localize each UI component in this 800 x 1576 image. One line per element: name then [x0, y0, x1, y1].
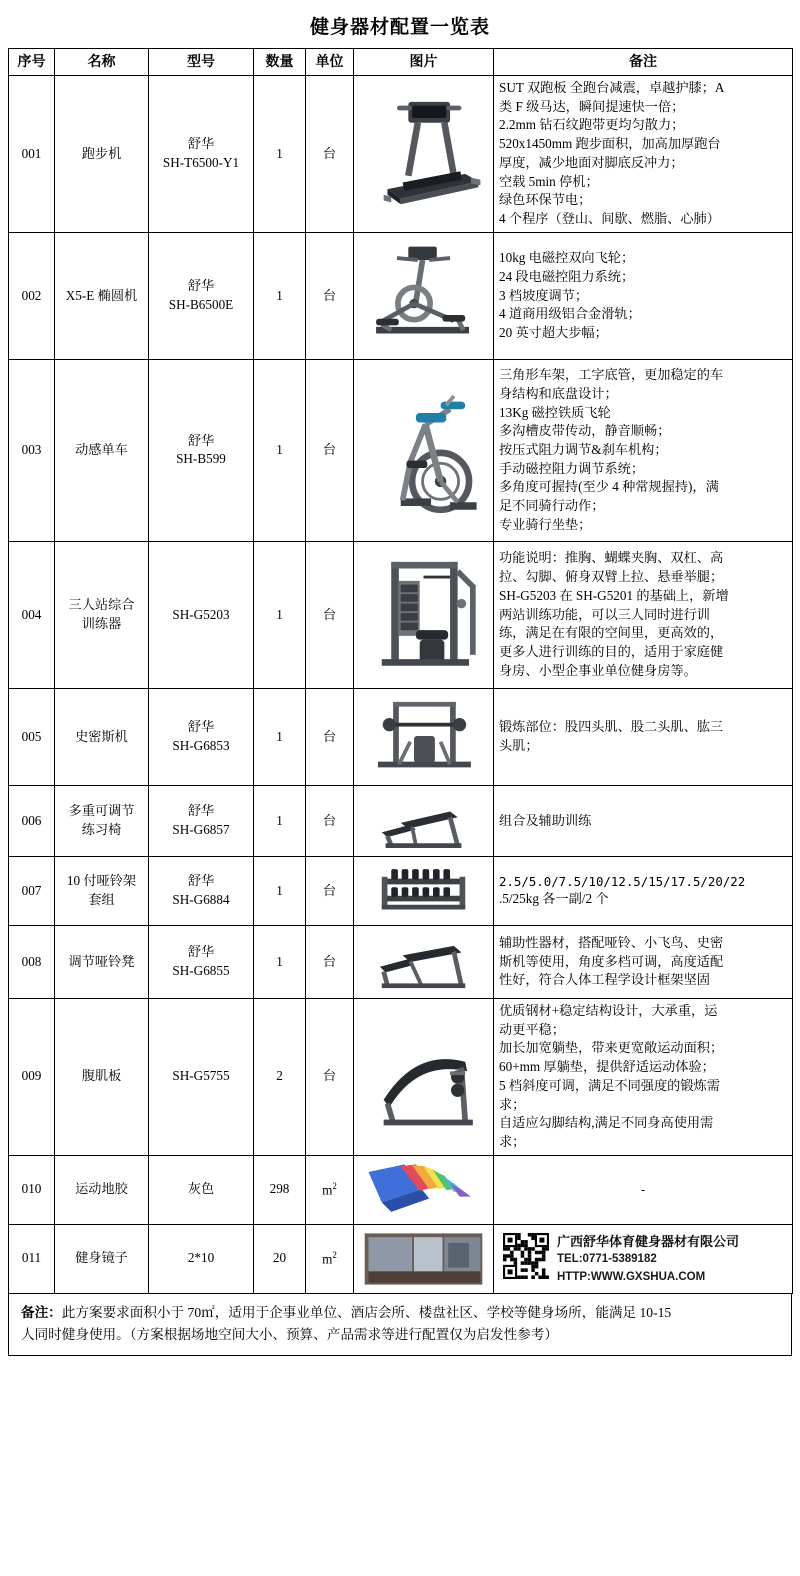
cell-qty: 1 — [254, 925, 306, 998]
column-header-notes: 备注 — [494, 49, 793, 76]
note-line: 13Kg 磁控铁质飞轮 — [499, 404, 611, 420]
table-header-row — [9, 49, 793, 76]
note-line: 4 道商用级铝合金滑轨； — [499, 306, 641, 322]
qr-code-icon — [503, 1233, 549, 1285]
note-line: 更多人进行训练的目的，适用于家庭健 — [499, 643, 724, 659]
cell-name — [55, 359, 149, 541]
cell-name — [55, 232, 149, 359]
note-line: 2.2mm 钻石纹跑带更均匀散力； — [499, 117, 685, 133]
cell-notes — [494, 1155, 793, 1224]
dumbbell-rack-photo — [359, 860, 488, 922]
cell-image — [354, 359, 494, 541]
item-model-line: SH-G5203 — [172, 606, 230, 622]
cell-qty: 2 — [254, 998, 306, 1155]
footer-remark-line1: 此方案要求面积小于 70㎡，适用于企事业单位、酒店会所、楼盘社区、学校等健身场所，能满足 10-15 — [61, 1304, 672, 1320]
note-line: 求； — [499, 1134, 526, 1150]
cell-unit: $m^2$ — [306, 1155, 354, 1224]
cell-qty: 1 — [254, 856, 306, 925]
cell-image — [354, 232, 494, 359]
note-line: SH-G5203 在 SH-G5201 的基础上，新增 — [499, 587, 729, 603]
cell-image — [354, 856, 494, 925]
company-name: 广西舒华体育健身器材有限公司 — [557, 1233, 740, 1249]
spin-bike-photo — [359, 363, 488, 538]
note-line: 功能说明：推胸、蝴蝶夹胸、双杠、高 — [499, 550, 724, 566]
cell-image — [354, 785, 494, 856]
company-info — [499, 1230, 787, 1288]
ab-bench-photo — [359, 1017, 488, 1137]
cell-qty: 20 — [254, 1224, 306, 1293]
cell-qty: 1 — [254, 75, 306, 232]
multi-station-gym-photo — [359, 545, 488, 685]
item-model-line: SH-B599 — [176, 451, 226, 467]
cell-model — [149, 1155, 254, 1224]
note-line: 手动磁控阻力调节系统； — [499, 460, 645, 476]
table-row — [9, 998, 793, 1155]
note-line: 斯机等使用，角度多档可调，高度适配 — [499, 953, 724, 969]
cell-notes — [494, 541, 793, 688]
item-name-line: 运动地胶 — [75, 1181, 128, 1197]
table-row — [9, 688, 793, 785]
cell-no: 007 — [9, 856, 55, 925]
item-model-line: SH-G6855 — [172, 962, 230, 978]
item-name-line: 史密斯机 — [75, 728, 128, 744]
note-line: 24 段电磁控阻力系统； — [499, 268, 635, 284]
item-model-line: 舒华 — [187, 278, 215, 294]
cell-name — [55, 541, 149, 688]
note-line: 动更平稳； — [499, 1021, 565, 1037]
treadmill-photo — [359, 79, 488, 229]
cell-name — [55, 1155, 149, 1224]
cell-name — [55, 998, 149, 1155]
cell-model — [149, 688, 254, 785]
cell-model — [149, 998, 254, 1155]
cell-unit: $m^2$ — [306, 1224, 354, 1293]
adjustable-bench-photo — [359, 789, 488, 853]
cell-model — [149, 1224, 254, 1293]
cell-notes — [494, 856, 793, 925]
item-name-line: 调节哑铃凳 — [68, 953, 135, 969]
note-line: 身结构和底盘设计； — [499, 385, 618, 401]
item-name-line: 10 付哑铃架 — [66, 873, 137, 889]
cell-no: 001 — [9, 75, 55, 232]
note-line: 60+mm 厚躺垫，提供舒适运动体验； — [499, 1059, 715, 1075]
cell-model — [149, 856, 254, 925]
note-line: 自适应勾脚结构,满足不同身高使用需 — [499, 1115, 714, 1131]
cell-image — [354, 1155, 494, 1224]
note-line: 3 档坡度调节； — [499, 287, 589, 303]
item-name-line: 套组 — [88, 891, 115, 907]
cell-unit: 台 — [306, 925, 354, 998]
cell-no: 008 — [9, 925, 55, 998]
note-line: 类 F 级马达，瞬间提速快一倍； — [499, 98, 685, 114]
company-tel: TEL:0771-5389182 — [557, 1253, 657, 1266]
cell-notes — [494, 785, 793, 856]
cell-name — [55, 925, 149, 998]
item-model-line: 舒华 — [187, 803, 215, 819]
item-model-line: 舒华 — [187, 136, 215, 152]
cell-model — [149, 541, 254, 688]
cell-notes — [494, 1224, 793, 1293]
note-line: 锻炼部位：股四头肌、股二头肌、肱三 — [499, 719, 724, 735]
table-row — [9, 925, 793, 998]
table-row — [9, 359, 793, 541]
note-line: 按压式阻力调节&刹车机构； — [499, 442, 668, 457]
cell-qty: 1 — [254, 359, 306, 541]
item-model-line: SH-T6500-Y1 — [162, 154, 240, 170]
item-model-line: 舒华 — [187, 873, 215, 889]
item-model-line: SH-G5755 — [172, 1068, 230, 1084]
note-line: 5 档斜度可调，满足不同强度的锻炼需 — [499, 1077, 720, 1093]
note-line: 足不同骑行动作； — [499, 498, 605, 514]
note-line: 性好，符合人体工程学设计框架坚固 — [499, 972, 710, 988]
cell-unit: 台 — [306, 688, 354, 785]
item-model-line: 舒华 — [187, 944, 215, 960]
cell-qty: 1 — [254, 232, 306, 359]
item-name-line: 练习椅 — [81, 821, 122, 837]
cell-name — [55, 785, 149, 856]
cell-model — [149, 359, 254, 541]
footer-remark — [8, 1294, 792, 1357]
item-name-line: 跑步机 — [81, 145, 122, 161]
table-row — [9, 232, 793, 359]
cell-no: 010 — [9, 1155, 55, 1224]
cell-notes — [494, 998, 793, 1155]
cell-qty: 298 — [254, 1155, 306, 1224]
cell-no: 004 — [9, 541, 55, 688]
cell-image — [354, 998, 494, 1155]
cell-name — [55, 75, 149, 232]
note-line: 三角形车架，工字底管，更加稳定的车 — [499, 367, 724, 383]
note-line: 空载 5min 停机； — [499, 173, 599, 189]
note-line: 4 个程序（登山、间歇、燃脂、心肺） — [499, 211, 720, 227]
note-line: 加长加宽躺垫，带来更宽敞运动面积； — [499, 1040, 724, 1056]
table-row — [9, 785, 793, 856]
cell-unit: 台 — [306, 785, 354, 856]
cell-notes — [494, 75, 793, 232]
company-website: HTTP:WWW.GXSHUA.COM — [557, 1270, 706, 1283]
note-line: 多沟槽皮带传动，静音顺畅； — [499, 423, 671, 439]
item-name-line: 训练器 — [81, 615, 122, 631]
cell-name — [55, 856, 149, 925]
cell-unit: 台 — [306, 998, 354, 1155]
elliptical-photo — [359, 236, 488, 356]
item-model-line: SH-G6884 — [172, 891, 230, 907]
note-line: 优质钢材+稳定结构设计，大承重，运 — [499, 1002, 718, 1018]
table-body — [9, 75, 793, 1293]
floor-mat-photo — [359, 1159, 488, 1221]
cell-qty: 1 — [254, 688, 306, 785]
cell-unit: 台 — [306, 75, 354, 232]
table-row — [9, 1155, 793, 1224]
note-line: 两站训练功能，可以三人同时进行训 — [499, 606, 710, 622]
cell-unit: 台 — [306, 232, 354, 359]
cell-no: 006 — [9, 785, 55, 856]
cell-notes — [494, 688, 793, 785]
note-line: 厚度，减少地面对脚底反冲力； — [499, 154, 684, 170]
item-name-line: X5-E 椭圆机 — [65, 287, 138, 303]
column-header-image: 图片 — [354, 49, 494, 76]
note-line: - — [639, 1181, 647, 1197]
cell-model — [149, 232, 254, 359]
item-model-line: SH-B6500E — [168, 296, 234, 312]
column-header-name: 名称 — [55, 49, 149, 76]
cell-name — [55, 688, 149, 785]
cell-notes — [494, 925, 793, 998]
note-line: 头肌； — [499, 737, 539, 753]
item-model-line: 舒华 — [187, 719, 215, 735]
cell-unit: 台 — [306, 359, 354, 541]
item-name-line: 动感单车 — [75, 442, 128, 457]
note-line: 身房、小型企事业单位健身房等。 — [499, 662, 697, 678]
cell-notes — [494, 359, 793, 541]
note-line: 组合及辅助训练 — [499, 812, 592, 828]
item-name-line: 健身镜子 — [75, 1250, 128, 1266]
note-line: 拉、勾脚、俯身双臂上拉、悬垂举腿； — [499, 569, 724, 585]
cell-image — [354, 541, 494, 688]
note-line: 20 英寸超大步幅； — [499, 324, 608, 340]
item-name-line: 腹肌板 — [81, 1068, 122, 1084]
footer-remark-line2: 人同时健身使用。（方案根据场地空间大小、预算、产品需求等进行配置仅为启发性参考） — [21, 1326, 558, 1342]
mirror-photo — [359, 1228, 488, 1290]
note-line: 求； — [499, 1096, 526, 1112]
column-header-qty: 数量 — [254, 49, 306, 76]
cell-notes — [494, 232, 793, 359]
cell-model — [149, 925, 254, 998]
note-line: 练，满足在有限的空间里，更高效的， — [499, 625, 724, 641]
cell-model — [149, 75, 254, 232]
cell-no: 011 — [9, 1224, 55, 1293]
smith-machine-photo — [359, 692, 488, 782]
cell-no: 005 — [9, 688, 55, 785]
cell-no: 009 — [9, 998, 55, 1155]
note-line: 辅助性器材，搭配哑铃、小飞鸟、史密 — [499, 934, 724, 950]
note-line: 专业骑行坐垫； — [499, 516, 592, 532]
item-model-line: SH-G6853 — [172, 737, 230, 753]
cell-image — [354, 75, 494, 232]
column-header-unit: 单位 — [306, 49, 354, 76]
note-line: 多角度可握持(至少 4 种常规握持)，满 — [499, 479, 719, 495]
cell-qty: 1 — [254, 541, 306, 688]
note-line: 2.5/5.0/7.5/10/12.5/15/17.5/20/22 — [499, 873, 746, 889]
column-header-model: 型号 — [149, 49, 254, 76]
cell-image — [354, 925, 494, 998]
cell-no: 002 — [9, 232, 55, 359]
item-model-line: 2*10 — [187, 1250, 215, 1266]
column-header-no: 序号 — [9, 49, 55, 76]
cell-model — [149, 785, 254, 856]
note-line: 绿色环保节电； — [499, 192, 592, 208]
note-line: 10kg 电磁控双向飞轮； — [499, 250, 635, 266]
equipment-table — [8, 48, 793, 1294]
table-row — [9, 856, 793, 925]
dumbbell-bench-photo — [359, 929, 488, 995]
item-name-line: 三人站综合 — [68, 597, 135, 613]
cell-no: 003 — [9, 359, 55, 541]
cell-image — [354, 1224, 494, 1293]
footer-remark-label: 备注： — [21, 1304, 62, 1320]
note-line: SUT 双跑板 全跑台减震，卓越护膝；A — [499, 79, 725, 95]
table-row — [9, 541, 793, 688]
cell-name — [55, 1224, 149, 1293]
cell-qty: 1 — [254, 785, 306, 856]
item-name-line: 多重可调节 — [68, 803, 135, 819]
table-row — [9, 1224, 793, 1293]
item-model-line: 舒华 — [187, 432, 215, 448]
page-title: 健身器材配置一览表 — [309, 17, 490, 38]
note-line: .5/25kg 各一副/2 个 — [499, 891, 609, 907]
item-model-line: SH-G6857 — [172, 821, 230, 837]
cell-image — [354, 688, 494, 785]
cell-unit: 台 — [306, 856, 354, 925]
note-line: 520x1450mm 跑步面积，加高加厚跑台 — [499, 136, 721, 152]
cell-unit: 台 — [306, 541, 354, 688]
item-model-line: 灰色 — [187, 1181, 215, 1197]
table-row — [9, 75, 793, 232]
